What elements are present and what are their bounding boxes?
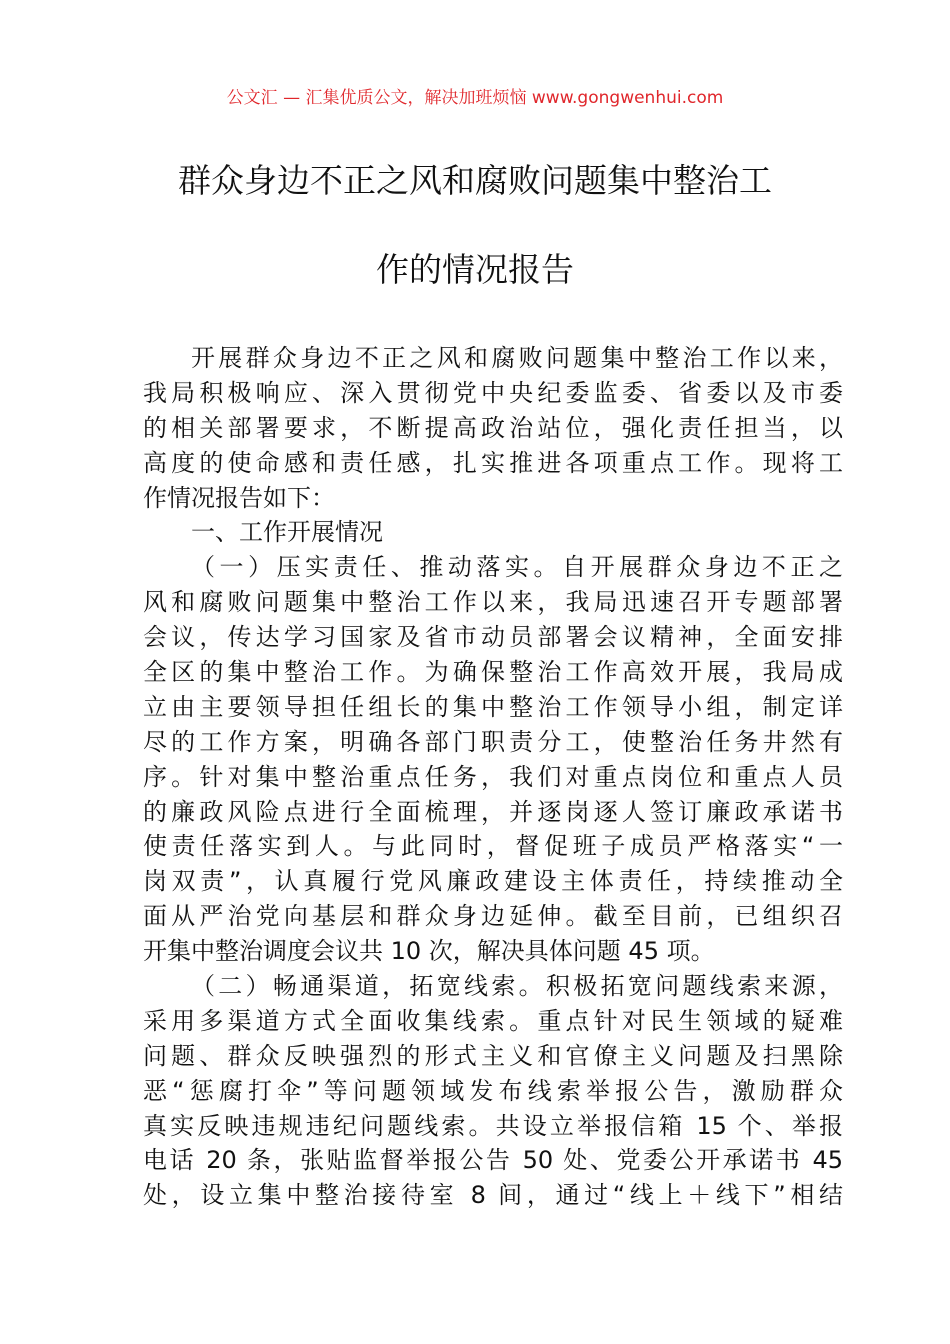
paragraph-line: （二）畅通渠道，拓宽线索。积极拓宽问题线索来源， xyxy=(191,972,843,1001)
paragraph-line: 我局积极响应、深入贯彻党中央纪委监委、省委以及市委 xyxy=(143,378,843,407)
paragraph-line: 高度的使命感和责任感，扎实推进各项重点工作。现将工 xyxy=(143,448,843,477)
paragraph-line: 真实反映违规违纪问题线索。共设立举报信箱 15 个、举报 xyxy=(143,1111,843,1140)
paragraph-line: 问题、群众反映强烈的形式主义和官僚主义问题及扫黑除 xyxy=(143,1041,843,1070)
paragraph-line: 开集中整治调度会议共 10 次，解决具体问题 45 项。 xyxy=(143,937,715,966)
paragraph-line: 序。针对集中整治重点任务，我们对重点岗位和重点人员 xyxy=(143,762,843,791)
paragraph-line: 岗双责”，认真履行党风廉政建设主体责任，持续推动全 xyxy=(143,867,843,896)
document-body xyxy=(143,341,843,1213)
document-title-line-1: 群众身边不正之风和腐败问题集中整治工 xyxy=(178,161,772,200)
paragraph-line: 处，设立集中整治接待室 8 间，通过“线上＋线下”相结 xyxy=(143,1181,843,1210)
paragraph-line: （一）压实责任、推动落实。自开展群众身边不正之 xyxy=(191,553,843,582)
paragraph-line: 立由主要领导担任组长的集中整治工作领导小组，制定详 xyxy=(143,692,843,721)
paragraph-line: 使责任落实到人。与此同时，督促班子成员严格落实“一 xyxy=(143,832,843,861)
section-heading: 一、工作开展情况 xyxy=(191,518,383,547)
paragraph-line: 会议，传达学习国家及省市动员部署会议精神，全面安排 xyxy=(143,623,843,652)
paragraph-line: 尽的工作方案，明确各部门职责分工，使整治任务井然有 xyxy=(143,727,843,756)
paragraph-line: 作情况报告如下： xyxy=(143,483,335,512)
paragraph-line: 恶“惩腐打伞”等问题领域发布线索举报公告，激励群众 xyxy=(143,1076,843,1105)
paragraph-line: 风和腐败问题集中整治工作以来，我局迅速召开专题部署 xyxy=(143,588,843,617)
paragraph-line: 电话 20 条，张贴监督举报公告 50 处、党委公开承诺书 45 xyxy=(143,1146,843,1175)
paragraph-line: 采用多渠道方式全面收集线索。重点针对民生领域的疑难 xyxy=(143,1006,843,1035)
header-banner: 公文汇 — 汇集优质公文，解决加班烦恼 www.gongwenhui.com xyxy=(226,88,724,108)
paragraph-line: 的廉政风险点进行全面梳理，并逐岗逐人签订廉政承诺书 xyxy=(143,797,843,826)
paragraph-line: 全区的集中整治工作。为确保整治工作高效开展，我局成 xyxy=(143,658,843,687)
paragraph-line: 面从严治党向基层和群众身边延伸。截至目前，已组织召 xyxy=(143,902,843,931)
document-title-line-2: 作的情况报告 xyxy=(376,250,574,289)
paragraph-line: 的相关部署要求，不断提高政治站位，强化责任担当，以 xyxy=(143,413,843,442)
paragraph-line: 开展群众身边不正之风和腐败问题集中整治工作以来， xyxy=(191,344,843,372)
